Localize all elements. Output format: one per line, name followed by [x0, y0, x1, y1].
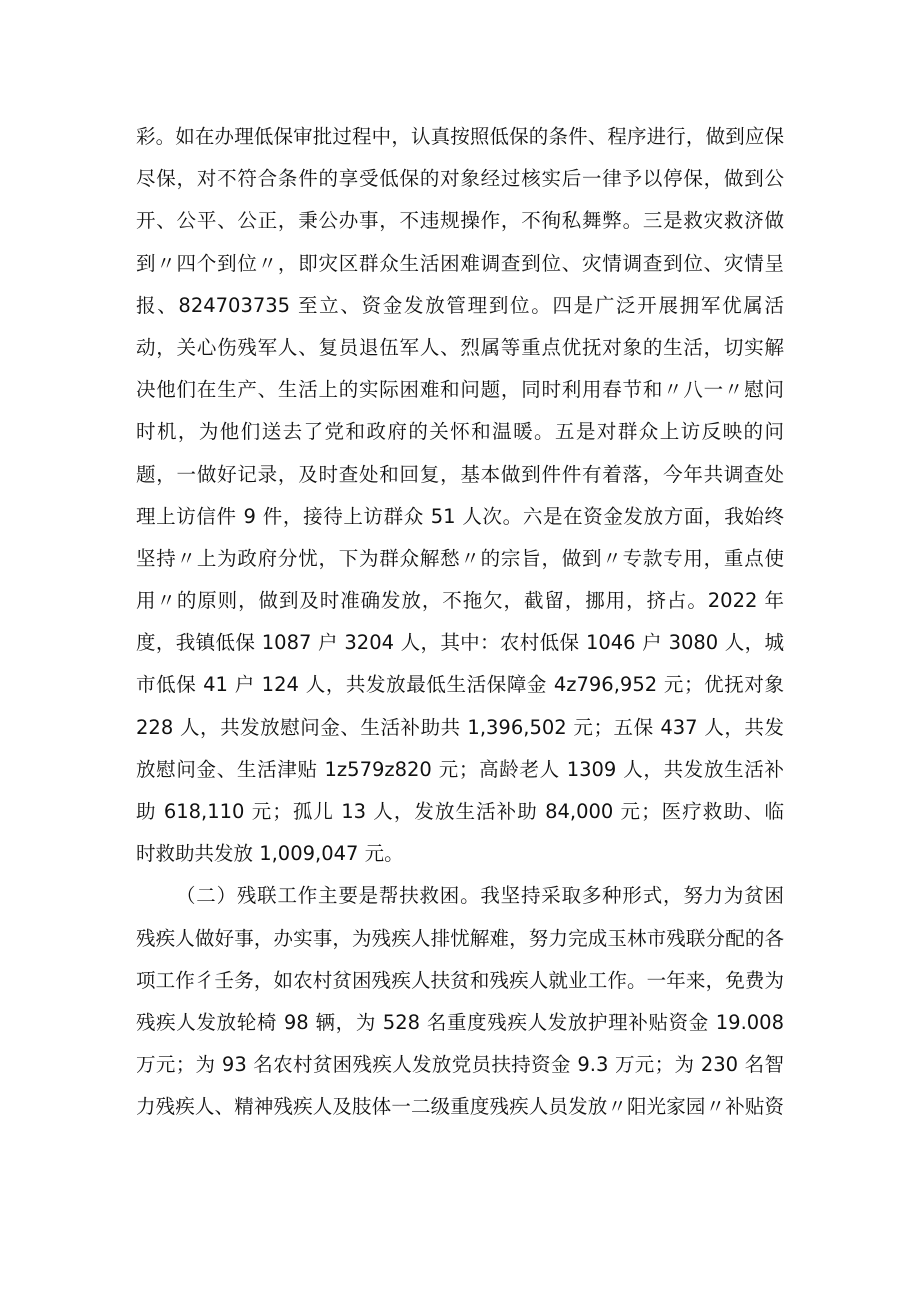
text-line: 报、824703735 至立、资金发放管理到位。四是广泛开展拥军优属活 — [136, 293, 784, 317]
paragraph-disability-federation — [136, 875, 784, 1128]
text-line: 开、公平、公正，秉公办事，不违规操作，不徇私舞弊。三是救灾救济做 — [136, 209, 784, 233]
document-body — [136, 116, 784, 1129]
text-line: 彩。如在办理低保审批过程中，认真按照低保的条件、程序进行，做到应保 — [136, 125, 784, 148]
text-line: 用〃的原则，做到及时准确发放，不拖欠，截留，挪用，挤占。2022 年 — [136, 589, 784, 613]
text-line: 到〃四个到位〃，即灾区群众生活困难调查到位、灾情调查到位、灾情呈 — [136, 251, 784, 275]
text-line: 时救助共发放 1,009,047 元。 — [136, 842, 404, 866]
text-line: 残疾人发放轮椅 98 辆，为 528 名重度残疾人发放护理补贴资金 19.008 — [136, 1010, 784, 1034]
text-line: 度，我镇低保 1087 户 3204 人，其中：农村低保 1046 户 3080 人，城 — [136, 631, 784, 655]
text-line: 坚持〃上为政府分忧，下为群众解愁〃的宗旨，做到〃专款专用，重点使 — [136, 546, 784, 570]
text-line: 力残疾人、精神残疾人及肢体一二级重度残疾人员发放〃阳光家园〃补贴资 — [136, 1095, 784, 1119]
text-line: 动，关心伤残军人、复员退伍军人、烈属等重点优抚对象的生活，切实解 — [136, 335, 784, 359]
text-line: 万元；为 93 名农村贫困残疾人发放党员扶持资金 9.3 万元；为 230 名智 — [136, 1053, 784, 1077]
text-line: 时机，为他们送去了党和政府的关怀和温暖。五是对群众上访反映的问 — [136, 420, 784, 444]
text-line: 228 人，共发放慰问金、生活补助共 1,396,502 元；五保 437 人，共发 — [136, 715, 784, 739]
text-line: 理上访信件 9 件，接待上访群众 51 人次。六是在资金发放方面，我始终 — [136, 504, 784, 528]
text-line: 尽保，对不符合条件的享受低保的对象经过核实后一律予以停保，做到公 — [136, 167, 784, 191]
text-line: 市低保 41 户 124 人，共发放最低生活保障金 4z796,952 元；优抚对象 — [136, 673, 784, 697]
text-line: 题，一做好记录，及时查处和回复，基本做到件件有着落，今年共调查处 — [136, 462, 784, 486]
paragraph-civil-affairs — [136, 116, 784, 875]
text-line: 项工作彳壬务，如农村贫困残疾人扶贫和残疾人就业工作。一年来，免费为 — [136, 968, 784, 992]
text-line: （二）残联工作主要是帮扶救困。我坚持采取多种形式，努力为贫困 — [176, 884, 784, 908]
text-line: 放慰问金、生活津贴 1z579z820 元；高龄老人 1309 人，共发放生活补 — [136, 757, 784, 781]
text-line: 决他们在生产、生活上的实际困难和问题，同时利用春节和〃八一〃慰问 — [136, 378, 784, 402]
text-line: 助 618,110 元；孤儿 13 人，发放生活补助 84,000 元；医疗救助、临 — [136, 800, 784, 823]
text-line: 残疾人做好事，办实事，为残疾人排忧解难，努力完成玉林市残联分配的各 — [136, 926, 784, 950]
